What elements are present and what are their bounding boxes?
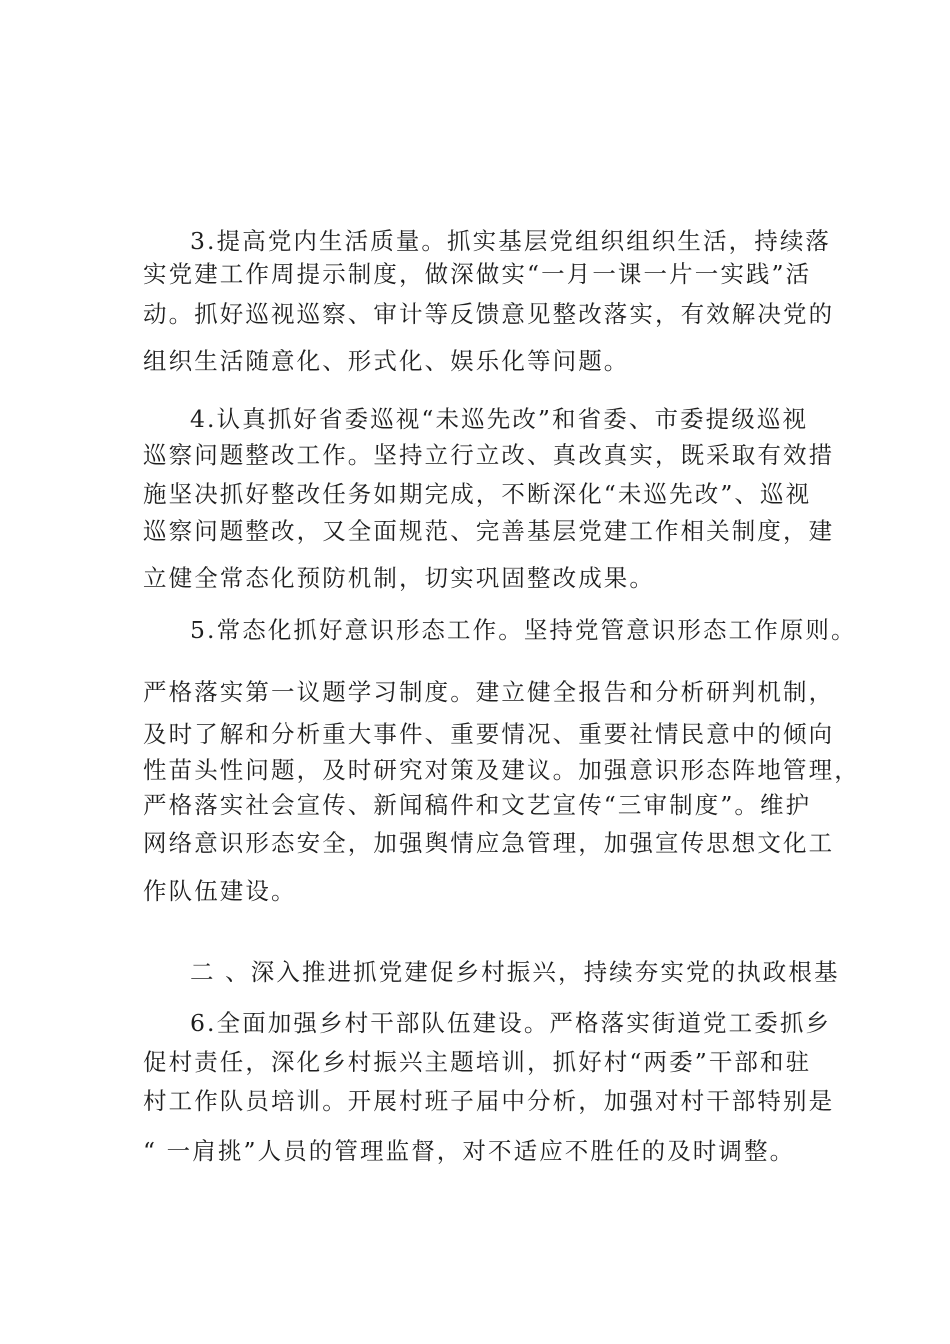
paragraph-5-line-1: 5.常态化抓好意识形态工作。坚持党管意识形态工作原则。: [190, 616, 857, 644]
paragraph-5-line-3: 及时了解和分析重大事件、重要情况、重要社情民意中的倾向: [143, 720, 835, 748]
paragraph-3-line-2: 实党建工作周提示制度，做深做实“一月一课一片一实践”活: [143, 260, 812, 288]
paragraph-3-line-1: 3.提高党内生活质量。抓实基层党组织组织生活，持续落: [190, 227, 832, 255]
paragraph-5-line-7: 作队伍建设。: [143, 877, 297, 905]
paragraph-3-line-3: 动。抓好巡视巡察、审计等反馈意见整改落实，有效解决党的: [143, 300, 835, 328]
paragraph-4-line-1: 4.认真抓好省委巡视“未巡先改”和省委、市委提级巡视: [190, 405, 809, 433]
paragraph-6-line-1: 6.全面加强乡村干部队伍建设。严格落实街道党工委抓乡: [190, 1009, 832, 1037]
paragraph-4-line-4: 巡察问题整改，又全面规范、完善基层党建工作相关制度，建: [143, 517, 835, 545]
section-2-heading: 二 、深入推进抓党建促乡村振兴，持续夯实党的执政根基: [190, 958, 840, 986]
paragraph-5-line-5: 严格落实社会宣传、新闻稿件和文艺宣传“三审制度”。维护: [143, 791, 812, 819]
paragraph-4-line-5: 立健全常态化预防机制，切实巩固整改成果。: [143, 564, 655, 592]
paragraph-5-line-6: 网络意识形态安全，加强舆情应急管理，加强宣传思想文化工: [143, 829, 835, 857]
paragraph-6-line-3: 村工作队员培训。开展村班子届中分析，加强对村干部特别是: [143, 1087, 835, 1115]
paragraph-6-line-2: 促村责任，深化乡村振兴主题培训，抓好村“两委”干部和驻: [143, 1048, 812, 1076]
paragraph-6-line-4: “ 一肩挑”人员的管理监督，对不适应不胜任的及时调整。: [143, 1137, 796, 1165]
paragraph-5-line-2: 严格落实第一议题学习制度。建立健全报告和分析研判机制，: [143, 678, 835, 706]
paragraph-4-line-2: 巡察问题整改工作。坚持立行立改、真改真实，既采取有效措: [143, 441, 835, 469]
paragraph-4-line-3: 施坚决抓好整改任务如期完成，不断深化“未巡先改”、巡视: [143, 480, 812, 508]
paragraph-3-line-4: 组织生活随意化、形式化、娱乐化等问题。: [143, 347, 630, 375]
paragraph-5-line-4: 性苗头性问题，及时研究对策及建议。加强意识形态阵地管理，: [143, 756, 860, 784]
